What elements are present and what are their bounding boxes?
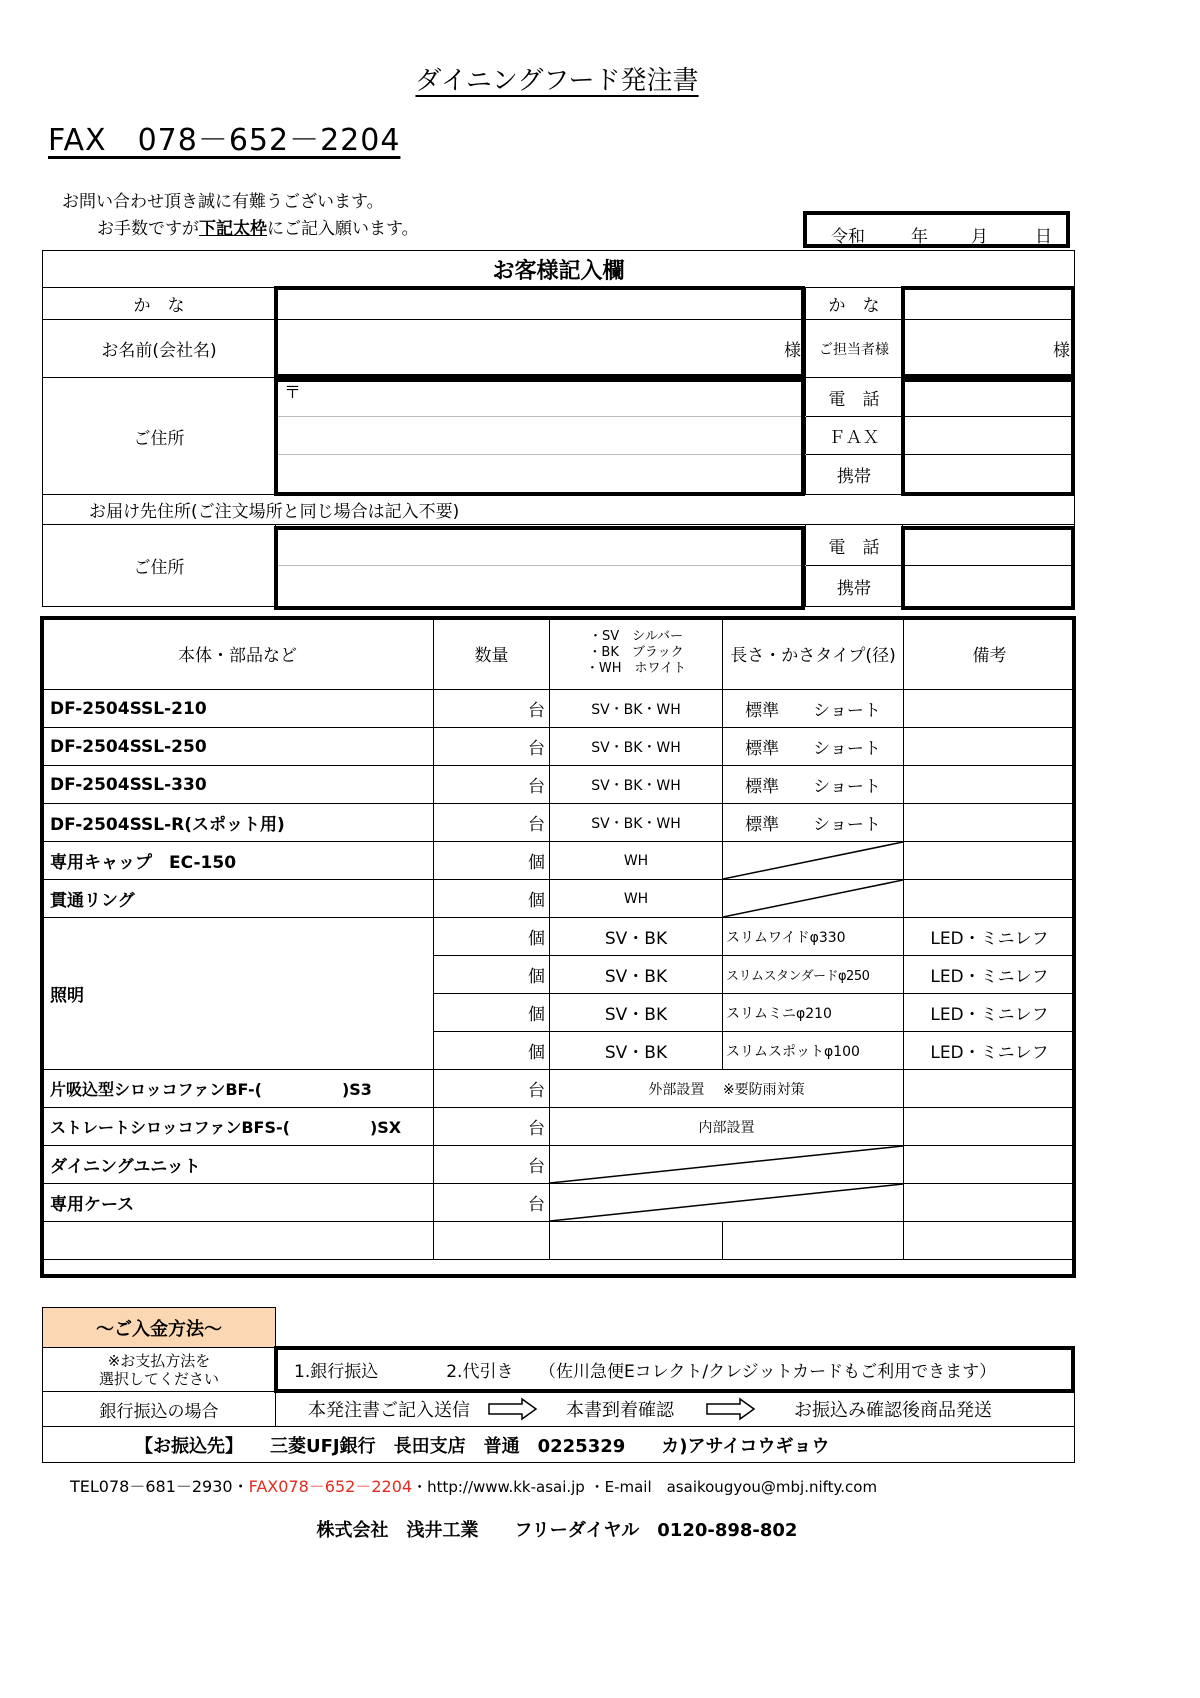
qty-input[interactable]: 個 bbox=[434, 956, 550, 994]
payment-select-label: ※お支払方法を 選択してください bbox=[43, 1348, 276, 1392]
lighting-row bbox=[42, 918, 1076, 956]
qty-input[interactable]: 台 bbox=[434, 1070, 550, 1108]
order-row bbox=[42, 1108, 1076, 1146]
order-row bbox=[42, 880, 1076, 918]
delivery-address-line2[interactable] bbox=[276, 566, 806, 607]
remarks-cell[interactable] bbox=[904, 690, 1076, 728]
qty-input[interactable]: 個 bbox=[434, 994, 550, 1032]
footer-company: 株式会社 浅井工業 フリーダイヤル 0120-898-802 bbox=[316, 1520, 798, 1541]
kana-input[interactable] bbox=[276, 288, 806, 320]
lighting-label: 照明 bbox=[42, 918, 434, 1070]
contact-input[interactable] bbox=[903, 320, 1075, 378]
color-options[interactable]: SV・BK bbox=[550, 994, 723, 1032]
header-color: ・SV シルバー ・BK ブラック ・WH ホワイト bbox=[550, 617, 723, 690]
customer-form bbox=[42, 250, 1075, 607]
qty-input[interactable]: 台 bbox=[434, 690, 550, 728]
footer-tel: TEL078－681－2930・ bbox=[70, 1477, 249, 1496]
qty-input[interactable]: 台 bbox=[434, 804, 550, 842]
item-name: DF-2504SSL-210 bbox=[42, 690, 434, 728]
bank-steps bbox=[276, 1392, 1075, 1427]
remarks-cell[interactable] bbox=[904, 880, 1076, 918]
intro-line-1: お問い合わせ頂き誠に有難うございます。 bbox=[62, 192, 384, 212]
remarks-cell[interactable] bbox=[904, 766, 1076, 804]
name-input[interactable] bbox=[276, 320, 806, 378]
item-name: DF-2504SSL-330 bbox=[42, 766, 434, 804]
postal-mark: 〒 bbox=[284, 383, 301, 403]
item-name: 貫通リング bbox=[42, 880, 434, 918]
qty-input[interactable]: 個 bbox=[434, 918, 550, 956]
blank-item[interactable] bbox=[42, 1222, 434, 1260]
lamp-type[interactable]: LED・ミニレフ bbox=[904, 994, 1076, 1032]
color-options[interactable]: SV・BK bbox=[550, 1032, 723, 1070]
address-input-line2[interactable] bbox=[276, 417, 806, 455]
qty-input[interactable]: 台 bbox=[434, 1184, 550, 1222]
header-item: 本体・部品など bbox=[42, 617, 434, 690]
qty-input[interactable]: 個 bbox=[434, 880, 550, 918]
item-name: ストレートシロッコファンBFS-( )SX bbox=[42, 1108, 434, 1146]
address-input-line1[interactable] bbox=[276, 378, 806, 417]
remarks-cell[interactable] bbox=[904, 842, 1076, 880]
payment-options[interactable]: 1.銀行振込 2.代引き （佐川急便Eコレクト/クレジットカードもご利用できます） bbox=[276, 1348, 1075, 1392]
delivery-mobile-input[interactable] bbox=[903, 566, 1075, 607]
item-name: 片吸込型シロッコファンBF-( )S3 bbox=[42, 1070, 434, 1108]
qty-input[interactable]: 台 bbox=[434, 1108, 550, 1146]
lamp-type[interactable]: LED・ミニレフ bbox=[904, 918, 1076, 956]
blank-row bbox=[42, 1222, 1076, 1260]
item-name: ダイニングユニット bbox=[42, 1146, 434, 1184]
remarks-cell[interactable] bbox=[904, 1070, 1076, 1108]
arrow-right-icon bbox=[706, 1397, 756, 1421]
date-month: 月 bbox=[971, 227, 988, 247]
delivery-phone-input[interactable] bbox=[903, 525, 1075, 566]
step-ship: お振込み確認後商品発送 bbox=[794, 1400, 992, 1421]
kana-label: か な bbox=[43, 288, 276, 320]
fax-input[interactable] bbox=[903, 417, 1075, 455]
order-table bbox=[41, 616, 1076, 1260]
customer-section-title: お客様記入欄 bbox=[43, 251, 1075, 288]
footer-contact bbox=[70, 1474, 877, 1497]
install-note: 内部設置 bbox=[550, 1108, 904, 1146]
date-box[interactable] bbox=[803, 211, 1070, 248]
order-row bbox=[42, 842, 1076, 880]
header-remarks: 備考 bbox=[904, 617, 1076, 690]
header-length: 長さ・かさタイプ(径) bbox=[723, 617, 904, 690]
qty-input[interactable]: 台 bbox=[434, 766, 550, 804]
phone-input[interactable] bbox=[903, 378, 1075, 417]
delivery-phone-label: 電 話 bbox=[806, 525, 903, 566]
color-options[interactable]: SV・BK・WH bbox=[550, 690, 723, 728]
blank-remarks[interactable] bbox=[904, 1222, 1076, 1260]
color-options[interactable]: SV・BK bbox=[550, 918, 723, 956]
not-applicable-cell bbox=[550, 1146, 904, 1184]
remarks-cell[interactable] bbox=[904, 1146, 1076, 1184]
contact-label: ご担当者様 bbox=[806, 320, 903, 378]
order-row bbox=[42, 766, 1076, 804]
color-options: WH bbox=[550, 842, 723, 880]
delivery-address-line1[interactable] bbox=[276, 525, 806, 566]
shade-type[interactable]: スリムスタンダードφ250 bbox=[723, 956, 904, 994]
item-name: DF-2504SSL-R(スポット用) bbox=[42, 804, 434, 842]
order-row bbox=[42, 1146, 1076, 1184]
step-send: 本発注書ご記入送信 bbox=[308, 1400, 470, 1421]
bank-transfer-details: 【お振込先】 三菱UFJ銀行 長田支店 普通 0225329 カ)アサイコウギョウ bbox=[43, 1427, 1075, 1463]
color-options[interactable]: SV・BK・WH bbox=[550, 766, 723, 804]
not-applicable-cell bbox=[723, 842, 904, 880]
header-qty: 数量 bbox=[434, 617, 550, 690]
page-title: ダイニングフード発注書 bbox=[415, 66, 699, 96]
order-row bbox=[42, 1184, 1076, 1222]
lamp-type[interactable]: LED・ミニレフ bbox=[904, 956, 1076, 994]
mobile-label: 携帯 bbox=[806, 455, 903, 495]
date-day: 日 bbox=[1035, 227, 1052, 247]
delivery-note: お届け先住所(ご注文場所と同じ場合は記入不要) bbox=[43, 495, 1075, 525]
order-row bbox=[42, 690, 1076, 728]
install-note: 外部設置 ※要防雨対策 bbox=[550, 1070, 904, 1108]
not-applicable-cell bbox=[723, 880, 904, 918]
mobile-input[interactable] bbox=[903, 455, 1075, 495]
name-label: お名前(会社名) bbox=[43, 320, 276, 378]
date-year: 年 bbox=[911, 227, 928, 247]
contact-kana-input[interactable] bbox=[903, 288, 1075, 320]
delivery-address-label: ご住所 bbox=[43, 525, 276, 607]
payment-title-spacer bbox=[276, 1308, 1075, 1348]
kana-label-right: か な bbox=[806, 288, 903, 320]
bank-case-label: 銀行振込の場合 bbox=[43, 1392, 276, 1427]
length-options[interactable]: 標準 ショート bbox=[723, 804, 904, 842]
length-options[interactable]: 標準 ショート bbox=[723, 728, 904, 766]
length-options[interactable]: 標準 ショート bbox=[723, 766, 904, 804]
contact-sama: 様 bbox=[1053, 341, 1071, 361]
footer-web-email: ・http://www.kk-asai.jp ・E-mail asaikougyou@mbj.nifty.com bbox=[412, 1478, 878, 1496]
fax-number-header: FAX 078－652－2204 bbox=[48, 123, 401, 158]
address-label: ご住所 bbox=[43, 378, 276, 495]
remarks-cell[interactable] bbox=[904, 804, 1076, 842]
remarks-cell[interactable] bbox=[904, 728, 1076, 766]
phone-label: 電 話 bbox=[806, 378, 903, 417]
qty-input[interactable]: 個 bbox=[434, 1032, 550, 1070]
intro-line-2: お手数ですが下記太枠にご記入願います。 bbox=[97, 219, 419, 239]
order-row bbox=[42, 804, 1076, 842]
length-options[interactable]: 標準 ショート bbox=[723, 690, 904, 728]
order-row bbox=[42, 1070, 1076, 1108]
date-era: 令和 bbox=[831, 227, 865, 247]
step-confirm: 本書到着確認 bbox=[566, 1400, 674, 1421]
payment-section bbox=[42, 1307, 1075, 1463]
color-options[interactable]: SV・BK・WH bbox=[550, 804, 723, 842]
color-options[interactable]: SV・BK・WH bbox=[550, 728, 723, 766]
delivery-mobile-label: 携帯 bbox=[806, 566, 903, 607]
color-options: WH bbox=[550, 880, 723, 918]
item-name: DF-2504SSL-250 bbox=[42, 728, 434, 766]
qty-input[interactable]: 個 bbox=[434, 842, 550, 880]
arrow-right-icon bbox=[488, 1397, 538, 1421]
name-sama: 様 bbox=[784, 341, 801, 361]
color-options[interactable]: SV・BK bbox=[550, 956, 723, 994]
not-applicable-cell bbox=[550, 1184, 904, 1222]
footer-fax: FAX078－652－2204 bbox=[248, 1477, 413, 1496]
shade-type[interactable]: スリムスポットφ100 bbox=[723, 1032, 904, 1070]
remarks-cell[interactable] bbox=[904, 1108, 1076, 1146]
order-row bbox=[42, 728, 1076, 766]
fax-label: ＦＡＸ bbox=[806, 417, 903, 455]
blank-qty[interactable] bbox=[434, 1222, 550, 1260]
blank-color[interactable] bbox=[550, 1222, 723, 1260]
remarks-cell[interactable] bbox=[904, 1184, 1076, 1222]
item-name: 専用ケース bbox=[42, 1184, 434, 1222]
shade-type[interactable]: スリムワイドφ330 bbox=[723, 918, 904, 956]
lamp-type[interactable]: LED・ミニレフ bbox=[904, 1032, 1076, 1070]
qty-input[interactable]: 台 bbox=[434, 1146, 550, 1184]
address-input-line3[interactable] bbox=[276, 455, 806, 495]
shade-type[interactable]: スリムミニφ210 bbox=[723, 994, 904, 1032]
qty-input[interactable]: 台 bbox=[434, 728, 550, 766]
payment-title: ～ご入金方法～ bbox=[43, 1308, 276, 1348]
item-name: 専用キャップ EC-150 bbox=[42, 842, 434, 880]
blank-length[interactable] bbox=[723, 1222, 904, 1260]
